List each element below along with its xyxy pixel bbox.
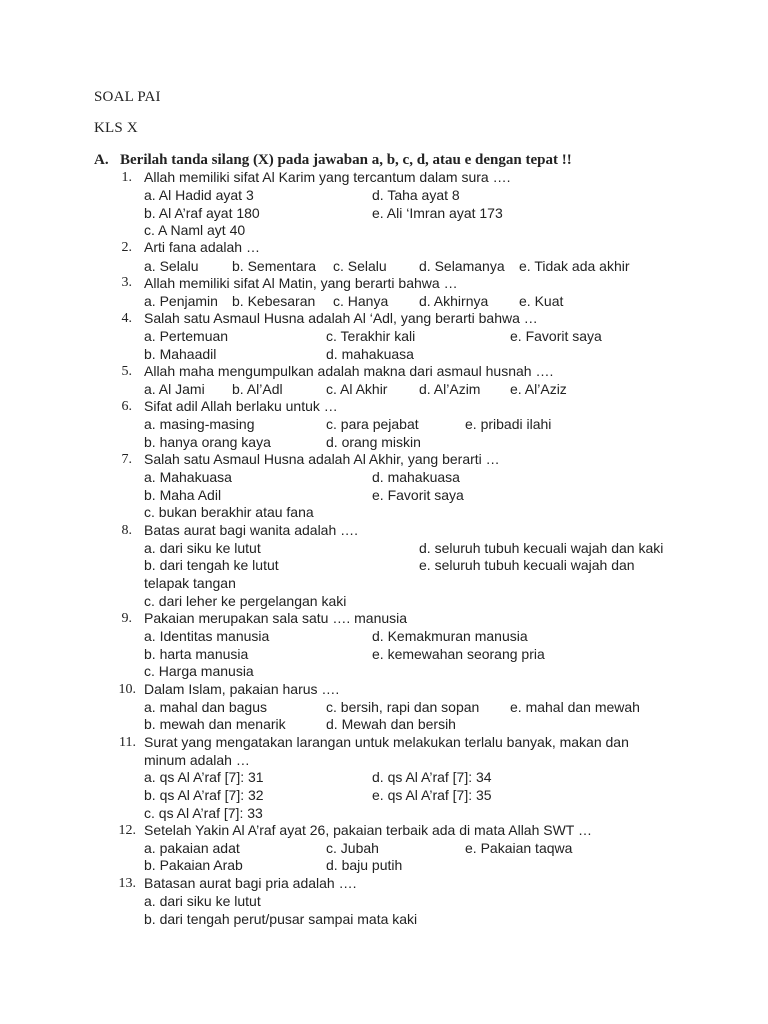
answer-option: a. Selalu [144, 258, 199, 274]
answer-option: a. dari siku ke lutut [144, 540, 261, 556]
answer-option: d. orang miskin [326, 434, 421, 450]
question-text: Dalam Islam, pakaian harus …. [144, 681, 340, 697]
answer-option: c. dari leher ke pergelangan kaki [144, 593, 347, 609]
question-number: 5. [121, 364, 132, 379]
answer-option: e. Ali ‘Imran ayat 173 [372, 205, 503, 221]
answer-option: a. dari siku ke lutut [144, 893, 261, 909]
answer-option: a. Al Hadid ayat 3 [144, 187, 254, 203]
answer-option: c. bersih, rapi dan sopan [326, 699, 480, 715]
section-letter: A. [94, 152, 109, 168]
question-number: 7. [121, 452, 132, 467]
answer-option: b. dari tengah perut/pusar sampai mata kaki [144, 911, 418, 927]
answer-option: b. Al’Adl [232, 381, 283, 397]
answer-option: c. A Naml ayt 40 [144, 222, 246, 238]
question-text: Batasan aurat bagi pria adalah …. [144, 875, 357, 891]
question-text: Setelah Yakin Al A’raf ayat 26, pakaian terbaik ada di mata Allah SWT … [144, 822, 592, 838]
question-text: Allah memiliki sifat Al Karim yang tercantum dalam sura …. [144, 169, 511, 185]
answer-option: b. hanya orang kaya [144, 434, 271, 450]
question-number: 1. [121, 170, 132, 185]
answer-option: b. Al A’raf ayat 180 [144, 205, 260, 221]
answer-option: b. Pakaian Arab [144, 857, 243, 873]
question-text: Batas aurat bagi wanita adalah …. [144, 522, 359, 538]
answer-option: b. qs Al A’raf [7]: 32 [144, 787, 264, 803]
answer-option: e. Kuat [519, 293, 564, 309]
question-text: Allah memiliki sifat Al Matin, yang berarti bahwa … [144, 275, 458, 291]
section-instruction: Berilah tanda silang (X) pada jawaban a, b, c, d, atau e dengan tepat !! [120, 152, 572, 168]
answer-option: d. Mewah dan bersih [326, 716, 456, 732]
answer-option: b. Kebesaran [232, 293, 316, 309]
answer-option: b. dari tengah ke lutut [144, 557, 279, 573]
answer-option: a. Identitas manusia [144, 628, 270, 644]
question-text: Allah maha mengumpulkan adalah makna dari asmaul husnah …. [144, 363, 554, 379]
answer-option: e. pribadi ilahi [465, 416, 552, 432]
answer-option: e. Pakaian taqwa [465, 840, 573, 856]
answer-option: e. Tidak ada akhir [519, 258, 630, 274]
answer-option: e. seluruh tubuh kecuali wajah dan [419, 557, 635, 573]
document-title: SOAL PAI [94, 89, 161, 105]
answer-option: a. qs Al A’raf [7]: 31 [144, 769, 264, 785]
question-number: 8. [121, 523, 132, 538]
answer-option: a. Pertemuan [144, 328, 229, 344]
answer-option: d. Kemakmuran manusia [372, 628, 528, 644]
answer-option: b. Maha Adil [144, 487, 222, 503]
answer-option: e. Al’Aziz [510, 381, 567, 397]
answer-option: e. Favorit saya [510, 328, 602, 344]
question-text: Arti fana adalah … [144, 239, 260, 255]
question-number: 12. [118, 823, 136, 838]
question-text-continuation: minum adalah … [144, 752, 250, 768]
question-text: Salah satu Asmaul Husna adalah Al Akhir, yang berarti … [144, 451, 500, 467]
answer-option: e. kemewahan seorang pria [372, 646, 545, 662]
answer-option: c. qs Al A’raf [7]: 33 [144, 805, 263, 821]
answer-option: b. harta manusia [144, 646, 249, 662]
answer-option: a. Penjamin [144, 293, 218, 309]
answer-option: b. Mahaadil [144, 346, 217, 362]
answer-option: e. qs Al A’raf [7]: 35 [372, 787, 492, 803]
question-number: 10. [118, 682, 136, 697]
question-number: 9. [121, 611, 132, 626]
answer-option: c. Al Akhir [326, 381, 388, 397]
answer-option: b. Sementara [232, 258, 317, 274]
answer-option: d. Akhirnya [419, 293, 489, 309]
answer-option: c. bukan berakhir atau fana [144, 504, 314, 520]
answer-option: c. Selalu [333, 258, 387, 274]
answer-option: d. mahakuasa [326, 346, 414, 362]
question-number: 6. [121, 399, 132, 414]
question-text: Surat yang mengatakan larangan untuk melakukan terlalu banyak, makan dan [144, 734, 629, 750]
answer-option: c. Hanya [333, 293, 389, 309]
question-number: 3. [121, 275, 132, 290]
answer-option: d. qs Al A’raf [7]: 34 [372, 769, 492, 785]
class-label: KLS X [94, 120, 138, 136]
answer-option: a. Al Jami [144, 381, 205, 397]
question-number: 11. [119, 735, 136, 750]
answer-option: a. pakaian adat [144, 840, 240, 856]
answer-option: e. mahal dan mewah [510, 699, 640, 715]
answer-option: a. mahal dan bagus [144, 699, 267, 715]
answer-option: c. Jubah [326, 840, 379, 856]
answer-option: e. Favorit saya [372, 487, 464, 503]
answer-option: c. para pejabat [326, 416, 419, 432]
answer-option: d. baju putih [326, 857, 403, 873]
answer-option: d. seluruh tubuh kecuali wajah dan kaki [419, 540, 664, 556]
question-text: Pakaian merupakan sala satu …. manusia [144, 610, 408, 626]
question-text: Salah satu Asmaul Husna adalah Al ‘Adl, yang berarti bahwa … [144, 310, 538, 326]
answer-option: d. Taha ayat 8 [372, 187, 460, 203]
answer-option: b. mewah dan menarik [144, 716, 286, 732]
question-number: 4. [121, 311, 132, 326]
question-text: Sifat adil Allah berlaku untuk … [144, 398, 338, 414]
answer-option: c. Harga manusia [144, 663, 254, 679]
answer-option: d. mahakuasa [372, 469, 460, 485]
question-number: 2. [121, 240, 132, 255]
answer-option: c. Terakhir kali [326, 328, 416, 344]
answer-option: d. Selamanya [419, 258, 505, 274]
answer-option: a. masing-masing [144, 416, 255, 432]
answer-option: a. Mahakuasa [144, 469, 232, 485]
answer-option: d. Al’Azim [419, 381, 481, 397]
answer-option-continuation: telapak tangan [144, 575, 236, 591]
question-number: 13. [118, 876, 136, 891]
